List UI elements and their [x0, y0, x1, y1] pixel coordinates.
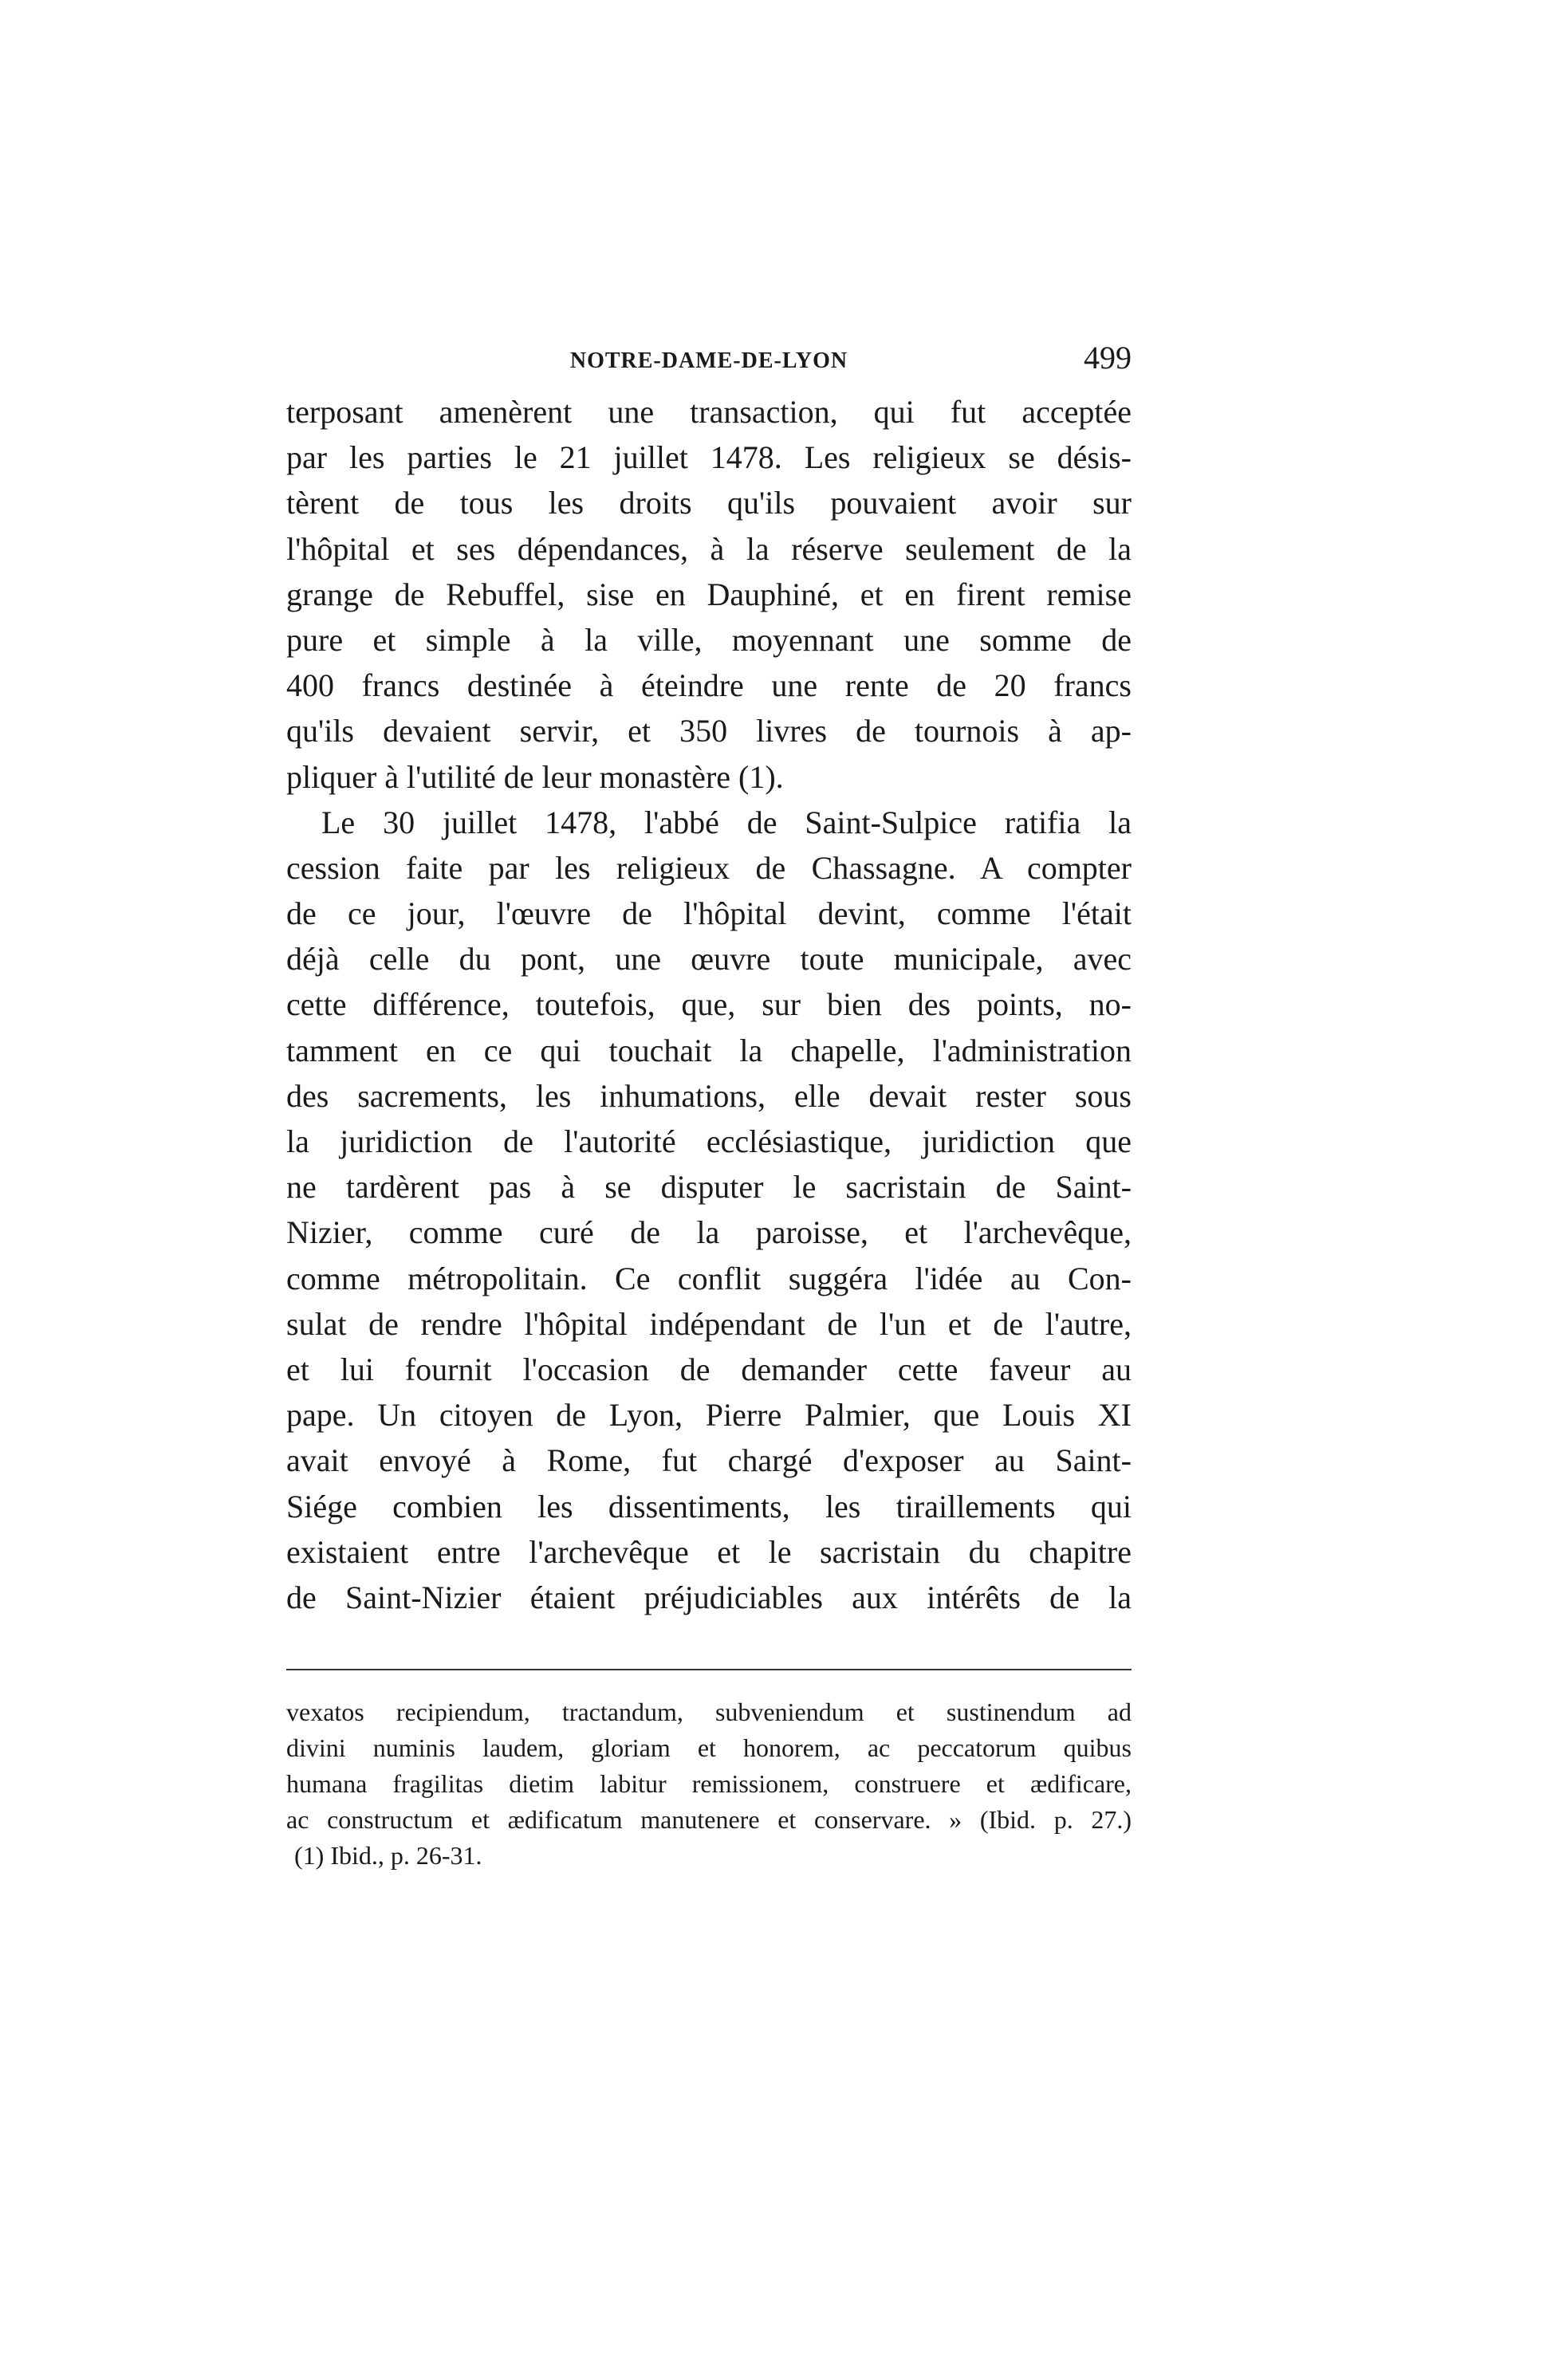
text-line: terposant amenèrent une transaction, qui fut acceptée: [286, 394, 1132, 430]
footnote-line: vexatos recipiendum, tractandum, subveniendum et sustinendum ad: [286, 1697, 1132, 1726]
text-line: l'hôpital et ses dépendances, à la réserve seulement de la: [286, 530, 1132, 567]
text-line: grange de Rebuffel, sise en Dauphiné, et en firent remise: [286, 576, 1132, 612]
text-line: pliquer à l'utilité de leur monastère (1).: [286, 758, 784, 795]
text-line: tamment en ce qui touchait la chapelle, l'administration: [286, 1032, 1132, 1068]
running-title: NOTRE-DAME-DE-LYON: [569, 348, 848, 373]
text-line: avait envoyé à Rome, fut chargé d'exposer au Saint-: [286, 1442, 1132, 1479]
footnote-rule: [286, 1669, 1132, 1670]
text-line: la juridiction de l'autorité ecclésiastique, juridiction que: [286, 1123, 1132, 1159]
text-line: cession faite par les religieux de Chassagne. A compter: [286, 849, 1132, 886]
page-header: [286, 339, 1132, 379]
text-line: pape. Un citoyen de Lyon, Pierre Palmier, que Louis XI: [286, 1397, 1132, 1434]
text-line: 400 francs destinée à éteindre une rente de 20 francs: [286, 667, 1132, 704]
text-line: de Saint-Nizier étaient préjudiciables aux intérêts de la: [286, 1579, 1132, 1615]
text-line: et lui fournit l'occasion de demander cette faveur au: [286, 1351, 1132, 1387]
text-line: de ce jour, l'œuvre de l'hôpital devint, comme l'était: [286, 895, 1132, 932]
text-line: comme métropolitain. Ce conflit suggéra l'idée au Con-: [286, 1260, 1132, 1296]
text-line: par les parties le 21 juillet 1478. Les religieux se désis-: [286, 439, 1132, 476]
text-line: Le 30 juillet 1478, l'abbé de Saint-Sulpice ratifia la: [321, 804, 1132, 840]
text-line: pure et simple à la ville, moyennant une somme de: [286, 621, 1132, 658]
footnote-line: (1) Ibid., p. 26-31.: [294, 1841, 482, 1870]
footnote-line: humana fragilitas dietim labitur remissionem, construere et ædificare,: [286, 1769, 1132, 1798]
footnote-line: divini numinis laudem, gloriam et honorem, ac peccatorum quibus: [286, 1733, 1132, 1762]
footnote-line: ac constructum et ædificatum manutenere et conservare. » (Ibid. p. 27.): [286, 1805, 1132, 1834]
text-line: tèrent de tous les droits qu'ils pouvaient avoir sur: [286, 485, 1132, 521]
text-line: cette différence, toutefois, que, sur bien des points, no-: [286, 986, 1132, 1023]
text-line: ne tardèrent pas à se disputer le sacristain de Saint-: [286, 1169, 1132, 1206]
body-text: [286, 389, 1132, 1620]
text-line: des sacrements, les inhumations, elle devait rester sous: [286, 1077, 1132, 1114]
page-number: 499: [1084, 340, 1132, 376]
text-line: Siége combien les dissentiments, les tiraillements qui: [286, 1488, 1132, 1524]
text-line: existaient entre l'archevêque et le sacristain du chapitre: [286, 1533, 1132, 1570]
text-line: déjà celle du pont, une œuvre toute municipale, avec: [286, 941, 1132, 978]
footnotes: [286, 1694, 1132, 1874]
text-line: sulat de rendre l'hôpital indépendant de l'un et de l'autre,: [286, 1305, 1132, 1342]
text-line: Nizier, comme curé de la paroisse, et l'archevêque,: [286, 1214, 1132, 1251]
text-line: qu'ils devaient servir, et 350 livres de tournois à ap-: [286, 713, 1132, 749]
